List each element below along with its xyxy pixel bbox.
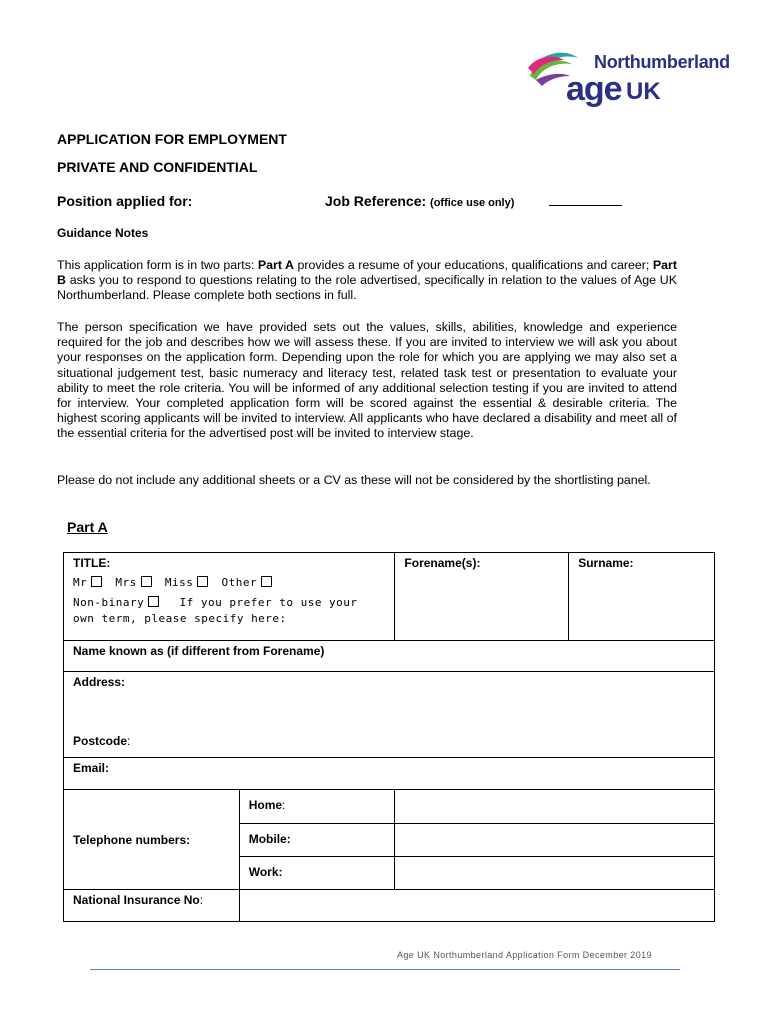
p1-part-a: Part A [257, 258, 294, 272]
telephone-label: Telephone numbers: [73, 832, 191, 847]
mobile-phone-field[interactable] [395, 824, 715, 857]
postcode-label: Postcode [73, 734, 128, 748]
mrs-checkbox[interactable] [141, 576, 152, 587]
ni-colon: : [199, 893, 204, 907]
postcode-row [73, 734, 705, 748]
title-option-mrs: Mrs [115, 576, 137, 589]
position-applied-label: Position applied for: [57, 193, 193, 209]
guidance-heading: Guidance Notes [57, 226, 149, 240]
title-option-mr: Mr [73, 576, 88, 589]
title-options [73, 576, 385, 589]
guidance-paragraph-2: The person specification we have provided sets out the values, skills, abilities, knowledge and experience required for the job and describes how we will assess these. If you are invited to interview we will ask you about your responses on the application form. Depending upon the role for which you are applying we may also set a situational judgement test, basic numeracy and literacy test, related task test or presentation to evaluate your ability to meet the role criteria. You will be informed of any additional selection testing if you are invited to attend for interview. Your completed application form will be scored against the essential & desirable criteria. The highest scoring applicants will be invited to interview. All applicants who have declared a disability and meet all of the essential criteria for the advertised post will be invited to interview stage. [57, 320, 677, 441]
logo-age: age [566, 70, 622, 108]
title-label: TITLE: [73, 556, 111, 570]
email-label: Email: [73, 761, 110, 775]
work-label: Work: [248, 865, 283, 879]
confidential-label: PRIVATE AND CONFIDENTIAL [57, 159, 258, 175]
known-as-cell[interactable] [64, 641, 715, 672]
title-option-miss: Miss [164, 576, 194, 589]
home-label: Home [248, 798, 283, 812]
home-label-cell [239, 790, 395, 824]
mobile-label-cell [239, 824, 395, 857]
ni-label: National Insurance No [73, 893, 200, 907]
telephone-label-cell [64, 790, 240, 890]
part-a-heading: Part A [67, 519, 108, 535]
form-title: APPLICATION FOR EMPLOYMENT [57, 131, 287, 147]
guidance-paragraph-3: Please do not include any additional sheets or a CV as these will not be considered by the shortlisting panel. [57, 473, 651, 487]
logo-swirl-purple [536, 74, 570, 86]
logo-northumberland: Northumberland [594, 52, 730, 72]
postcode-colon: : [127, 734, 131, 748]
address-cell[interactable] [64, 672, 715, 758]
job-reference-note: (office use only) [430, 197, 515, 209]
title-option-other: Other [221, 576, 258, 589]
other-checkbox[interactable] [261, 576, 272, 587]
ni-label-cell [64, 890, 240, 922]
home-colon: : [282, 798, 286, 812]
personal-details-table [63, 552, 715, 922]
own-term-text: If you prefer to use your own term, please specify here: [73, 596, 358, 625]
job-reference-text: Job Reference: [325, 193, 427, 209]
mr-checkbox[interactable] [91, 576, 102, 587]
mobile-label: Mobile: [248, 832, 291, 846]
work-label-cell [239, 857, 395, 890]
p1-text-c: asks you to respond to questions relating to the role advertised, specifically in relation to the values of Age UK Northumberland. Please complete both sections in full. [57, 273, 677, 303]
p1-text-a: This application form is in two parts: [57, 258, 258, 272]
known-as-label: Name known as (if different from Forename) [73, 644, 325, 658]
email-cell[interactable] [64, 758, 715, 790]
surname-cell[interactable] [569, 553, 715, 641]
title-cell [64, 553, 395, 641]
forename-label: Forename(s): [404, 556, 481, 570]
job-reference-label [325, 193, 514, 209]
home-phone-field[interactable] [395, 790, 715, 824]
surname-label: Surname: [578, 556, 634, 570]
work-phone-field[interactable] [395, 857, 715, 890]
p1-text-b: provides a resume of your educations, qualifications and career; [294, 258, 653, 272]
forename-cell[interactable] [395, 553, 569, 641]
logo-uk: UK [626, 78, 661, 105]
p1-part-b: Part B [57, 258, 677, 288]
nonbinary-checkbox[interactable] [148, 596, 159, 607]
title-option-nonbinary: Non-binary [73, 596, 145, 609]
address-label: Address: [73, 675, 126, 689]
guidance-paragraph-1 [57, 258, 677, 304]
ni-number-field[interactable] [239, 890, 714, 922]
miss-checkbox[interactable] [197, 576, 208, 587]
nonbinary-row [73, 595, 385, 627]
footer-divider [90, 969, 680, 970]
footer-text: Age UK Northumberland Application Form December 2019 [397, 950, 652, 960]
job-reference-field[interactable] [549, 205, 622, 206]
